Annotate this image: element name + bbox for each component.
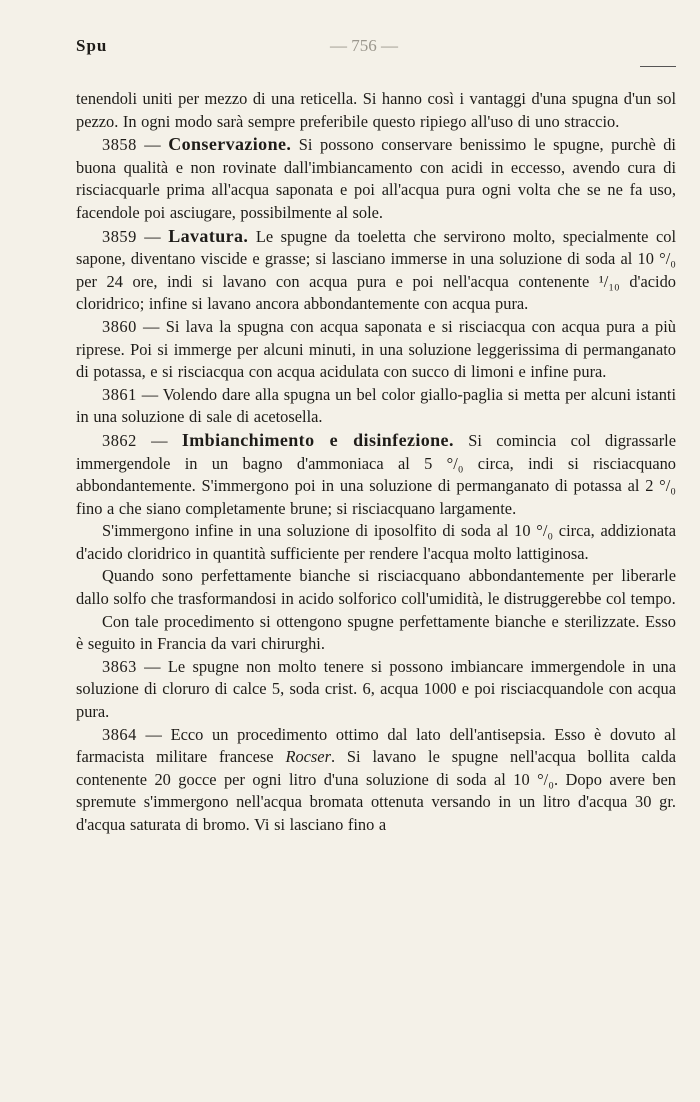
- dash: —: [136, 226, 169, 246]
- entry-number: 3859: [102, 226, 137, 246]
- author-name: Rocser: [285, 747, 331, 767]
- paragraph: Quando sono perfettamente bianche si risciacquano abbondantemente per liberarle dallo solfo che trasformandosi in acido solforico coll'umidità, le distruggerebbe col tempo.: [76, 566, 676, 609]
- entry-text: Si comincia col digrassarle immergendole in un bagno d'ammoniaca al 5 °/₀ circa, indi si risciacquano abbondantemente. S'immergono poi in una soluzione di permanganato di potassa al 2 °/₀ fino a che siano completamente brune; si risciacquano largamente.: [76, 430, 676, 518]
- entry-3861: [76, 384, 676, 429]
- dash: —: [136, 724, 171, 744]
- running-head: Spu: [76, 36, 108, 55]
- dash: —: [136, 316, 166, 336]
- entry-3862: [76, 429, 676, 520]
- entry-text: Le spugne da toeletta che servirono molto, specialmente col sapone, diventano viscide e grasse; si lasciano immerse in una soluzione di soda al 10 °/₀ per 24 ore, indi si lavano con acqua pura e poi nell'acqua contenente ¹/₁₀ d'acido cloridrico; infine si lavano ancora abbondantemente con acqua pura.: [76, 226, 676, 314]
- dash: —: [136, 430, 182, 450]
- dash: —: [136, 656, 168, 676]
- entry-text: Le spugne non molto tenere si possono imbiancare immergendole in una soluzione di cloruro di calce 5, soda crist. 6, acqua 1000 e poi risciacquandole con acqua pura.: [76, 656, 676, 722]
- entry-heading: Conservazione.: [168, 134, 292, 155]
- page-body: [76, 88, 676, 837]
- entry-heading: Lavatura.: [168, 225, 249, 246]
- dash: —: [136, 384, 163, 404]
- entry-text: Ecco un procedimento ottimo dal lato dell'antisepsia. Esso è dovuto al farmacista militare francese: [76, 724, 676, 767]
- paragraph: S'immergono infine in una soluzione di iposolfito di soda al 10 °/₀ circa, addizionata d'acido cloridrico in quantità sufficiente per rendere l'acqua molto lattiginosa.: [76, 521, 676, 563]
- entry-number: 3864: [102, 724, 137, 744]
- entry-text: Volendo dare alla spugna un bel color giallo-paglia si metta per alcuni istanti in una soluzione di sale di acetosella.: [76, 384, 676, 427]
- entry-text: Si lava la spugna con acqua saponata e si risciacqua con acqua pura a più riprese. Poi si immerge per alcuni minuti, in una soluzione leggerissima di permanganato di potassa, e si risciacqua con acqua acidulata con succo di limoni e infine pura.: [76, 316, 676, 382]
- entry-number: 3858: [102, 135, 137, 155]
- entry-text: . Si lavano le spugne nell'acqua bollita calda contenente 20 gocce per ogni litro d'una soluzione di soda al 10 °/₀. Dopo avere ben spremute s'immergono nell'acqua bromata ottenuta versando in un litro d'acqua 30 gr. d'acqua saturata di bromo. Vi si lasciano fino a: [76, 747, 676, 834]
- entry-3860: [76, 316, 676, 384]
- entry-number: 3862: [102, 430, 137, 450]
- entry-3858: [76, 133, 676, 224]
- entry-number: 3861: [102, 384, 137, 404]
- page-number: — 756 —: [330, 36, 398, 55]
- entry-heading: Imbianchimento e disinfezione.: [181, 429, 454, 450]
- header-rule: [640, 66, 676, 67]
- entry-number: 3863: [102, 656, 137, 676]
- paragraph: Con tale procedimento si ottengono spugne perfettamente bianche e sterilizzate. Esso è seguito in Francia da vari chirurghi.: [76, 611, 676, 654]
- entry-number: 3860: [102, 316, 137, 336]
- dash: —: [136, 135, 169, 155]
- entry-3864: [76, 724, 676, 837]
- entry-3863: [76, 656, 676, 724]
- entry-text: Si possono conservare benissimo le spugne, purchè di buona qualità e non rovinate dall'imbiancamento con acidi in eccesso, avendo cura di risciacquarle prima all'acqua saponata e poi all'acqua pura ogni volta che se ne fa uso, facendole poi asciugare, possibilmente al sole.: [76, 135, 676, 222]
- page-header: [0, 36, 700, 66]
- paragraph-continuation: tenendoli uniti per mezzo di una reticella. Si hanno così i vantaggi d'una spugna d'un sol pezzo. In ogni modo sarà sempre preferibile questo ripiego all'uso di uno straccio.: [76, 89, 676, 131]
- entry-3859: [76, 225, 676, 316]
